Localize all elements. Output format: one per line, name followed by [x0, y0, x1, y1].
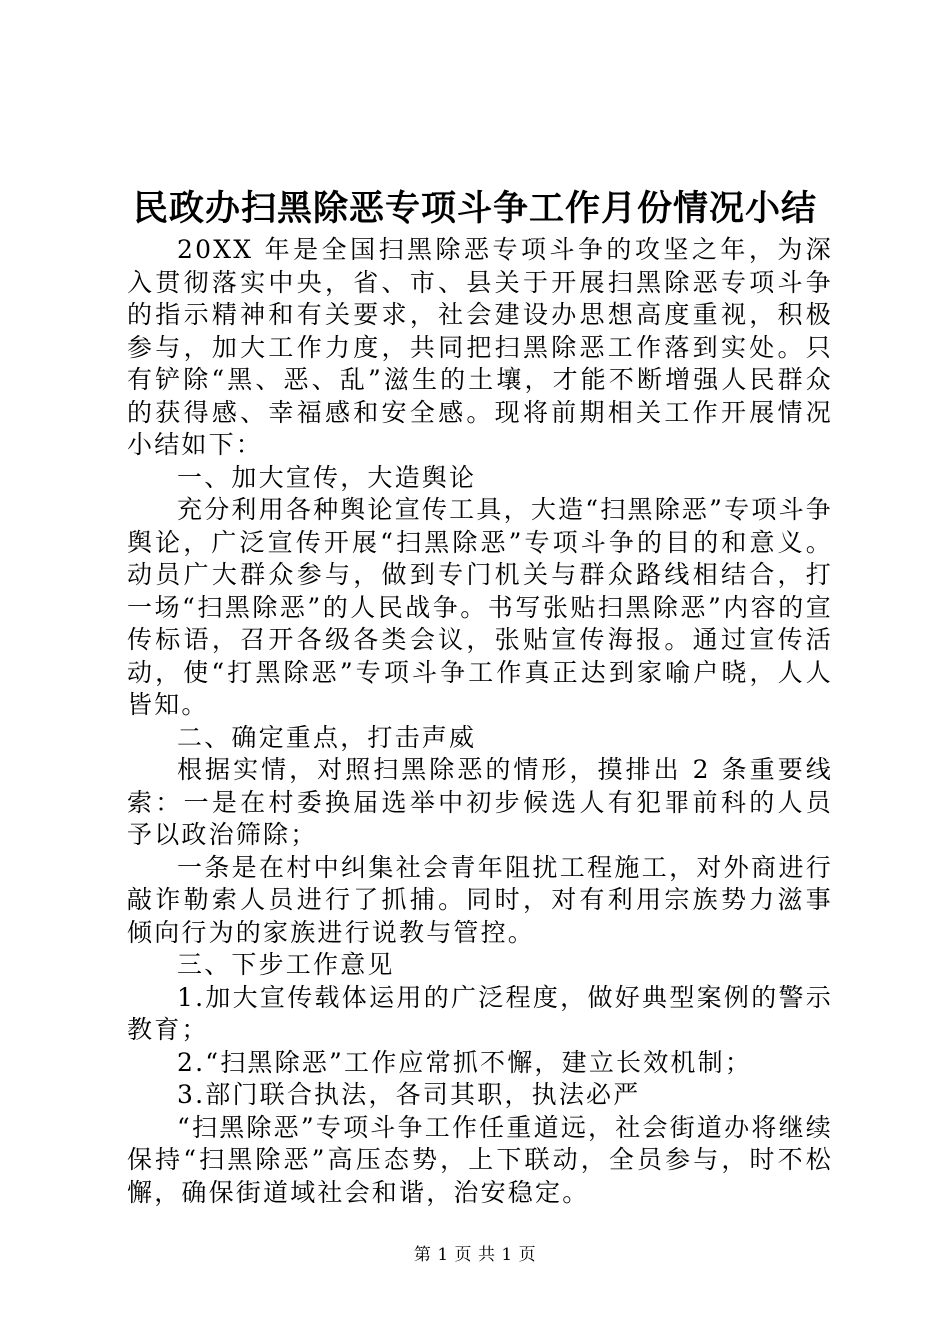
page-number-footer: 第 1 页 共 1 页 [413, 1245, 537, 1265]
intro-paragraph: 20XX 年是全国扫黑除恶专项斗争的攻坚之年，为深入贯彻落实中央，省、市、县关于开展扫黑除恶专项斗争的指示精神和有关要求，社会建设办思想高度重视，积极参与，加大工作力度，共同把扫黑除恶工作落到实处。只有铲除“黑、恶、乱”滋生的土壤，才能不断增强人民群众的获得感、幸福感和安全感。现将前期相关工作开展情况小结如下： [127, 235, 833, 459]
list-item-3: 3.部门联合执法，各司其职，执法必严 [177, 1080, 641, 1109]
section-2-paragraph-2: 一条是在村中纠集社会青年阻扰工程施工，对外商进行敲诈勒索人员进行了抓捕。同时，对有利用宗族势力滋事倾向行为的家族进行说教与管控。 [127, 852, 833, 947]
section-heading-2: 二、确定重点，打击声威 [177, 722, 477, 752]
section-1-paragraph: 充分利用各种舆论宣传工具，大造“扫黑除恶”专项斗争舆论，广泛宣传开展“扫黑除恶”专项斗争的目的和意义。动员广大群众参与，做到专门机关与群众路线相结合，打一场“扫黑除恶”的人民战争。书写张贴扫黑除恶”内容的宣传标语，召开各级各类会议，张贴宣传海报。通过宣传活动，使“打黑除恶”专项斗争工作真正达到家喻户晓，人人皆知。 [127, 495, 833, 719]
closing-paragraph: “扫黑除恶”专项斗争工作任重道远，社会街道办将继续保持“扫黑除恶”高压态势，上下联动，全员参与，时不松懈，确保街道域社会和谐，治安稳定。 [127, 1112, 833, 1207]
section-heading-1: 一、加大宣传，大造舆论 [177, 462, 477, 492]
section-2-paragraph-1: 根据实情，对照扫黑除恶的情形，摸排出 2 条重要线索：一是在村委换届选举中初步候选人有犯罪前科的人员予以政治筛除； [127, 755, 833, 849]
document-title: 民政办扫黑除恶专项斗争工作月份情况小结 [132, 188, 817, 229]
section-heading-3: 三、下步工作意见 [177, 950, 395, 979]
list-item-1: 1.加大宣传载体运用的广泛程度，做好典型案例的警示教育； [127, 982, 833, 1044]
document-body [127, 234, 833, 1209]
list-item-2: 2.“扫黑除恶”工作应常抓不懈，建立长效机制； [177, 1047, 753, 1077]
